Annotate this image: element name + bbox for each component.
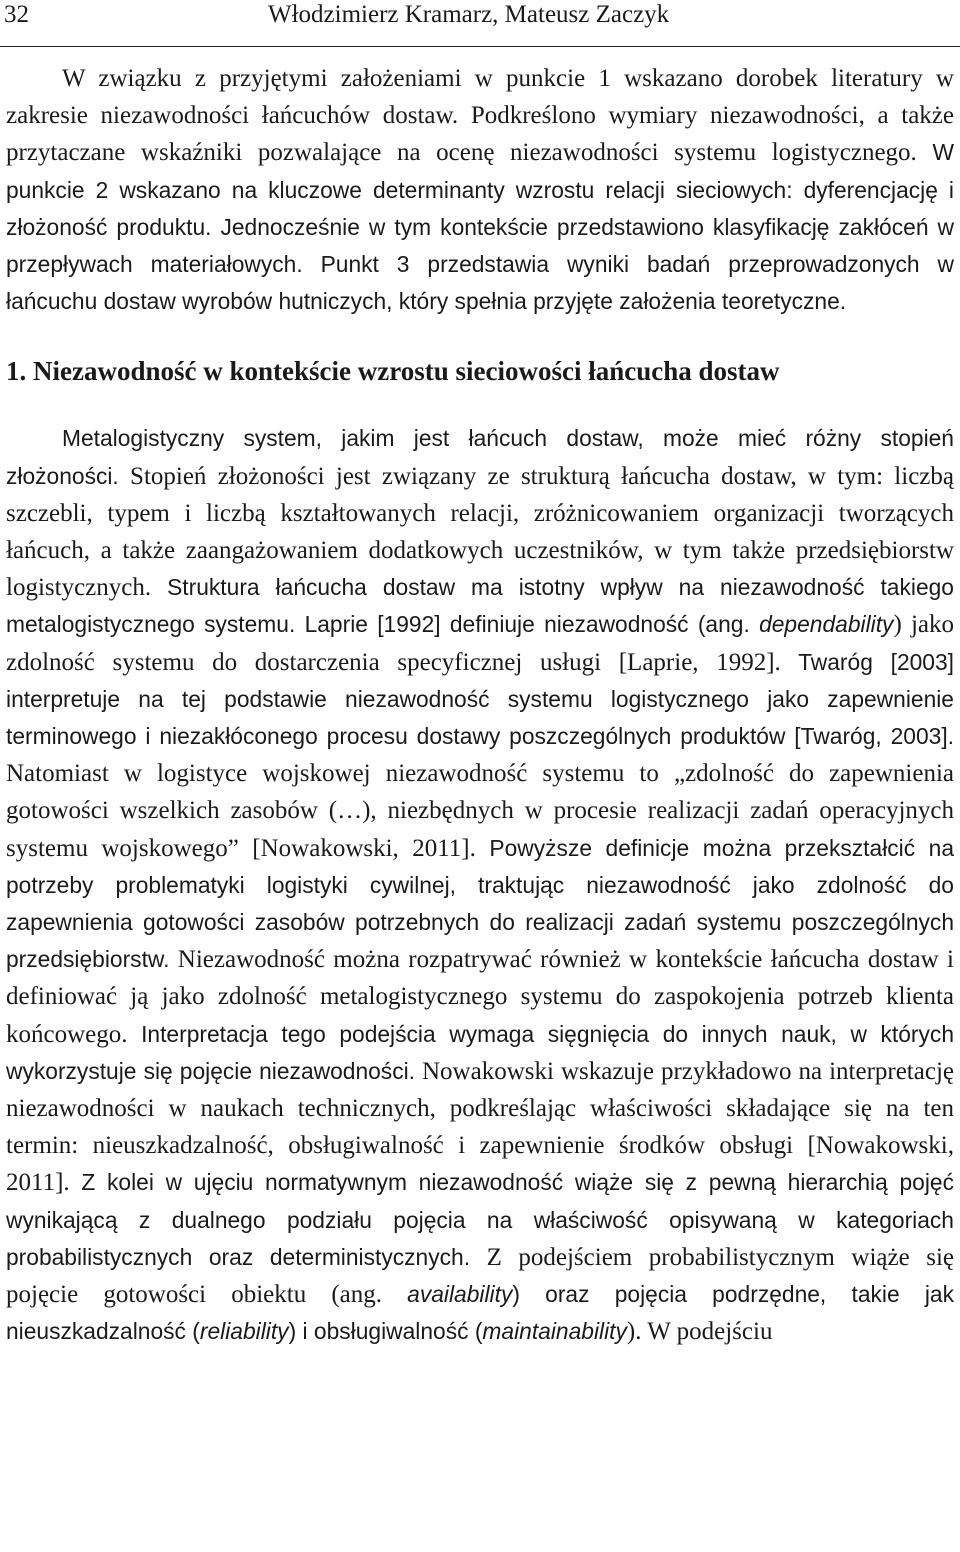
body-sentence: Powyższe definicje można przekształcić na potrzeby problematyki logistyki cywilnej, traktując niezawodność jako zdolność do zapewnienia gotowości zasobów potrzebnych do realizacji zadań systemu poszczególnych przedsiębiorstw. bbox=[6, 834, 954, 973]
intro-sentence: W związku z przyjętymi założeniami w punkcie 1 wskazano dorobek literatury w zakresie niezawodności łańcuchów dostaw. Podkreślono wymiary niezawodności, a także przytaczane wskaźniki pozwalające na ocenę niezawodności systemu logistycznego. bbox=[6, 65, 954, 167]
body-sentence: ) i obsługiwalność ( bbox=[288, 1318, 483, 1345]
body-sentence: Z kolei w ujęciu normatywnym niezawodność wiąże się z pewną hierarchią pojęć wynikającą z dualnego podziału pojęcia na właściwość opisywaną w kategoriach probabilistycznych oraz deterministycznych. bbox=[6, 1169, 954, 1270]
body-sentence: Twaróg [2003] interpretuje na tej podstawie niezawodność systemu logistycznego jako zapewnienie terminowego i niezakłóconego procesu dostawy poszczególnych produktów [Twaróg, 2003]. bbox=[6, 648, 954, 750]
body-paragraph bbox=[6, 420, 954, 1350]
section-heading: 1. Niezawodność w kontekście wzrostu sieciowości łańcucha dostaw bbox=[6, 356, 780, 387]
page-number: 32 bbox=[4, 1, 29, 28]
body-sentence: Natomiast w logistyce wojskowej niezawodność systemu to „zdolność do zapewnienia gotowości wszelkich zasobów (…), niezbędnych w procesie realizacji zadań operacyjnych systemu wojskowego” [Nowakowski, 2011]. bbox=[6, 760, 954, 862]
body-sentence: ) jako zdolność systemu do dostarczenia specyficznej usługi [Laprie, 1992]. bbox=[6, 611, 954, 676]
term-dependability: dependability bbox=[759, 611, 894, 638]
body-sentence: Nowakowski wskazuje przykładowo na interpretację niezawodności w naukach technicznych, podkreślając właściwości składające się na ten termin: nieuszkadzalność, obsługiwalność i zapewnienie środków obsługi [Nowakowski, 2011]. bbox=[6, 1057, 954, 1197]
term-reliability: reliability bbox=[199, 1318, 289, 1345]
intro-paragraph bbox=[6, 60, 954, 320]
body-sentence: Stopień złożoności jest związany ze strukturą łańcucha dostaw, w tym: liczbą szczebli, typem i liczbą kształtowanych relacji, zróżnicowaniem organizacji tworzących łańcuch, a także zaangażowaniem dodatkowych uczestników, w tym także przedsiębiorstw logistycznych. bbox=[6, 462, 954, 602]
body-sentence: ). W podejściu bbox=[626, 1318, 773, 1346]
running-head: Włodzimierz Kramarz, Mateusz Zaczyk bbox=[268, 1, 670, 28]
body-sentence: Interpretacja tego podejścia wymaga sięgnięcia do innych nauk, w których wykorzystuje się pojęcie niezawodności. bbox=[6, 1020, 954, 1084]
page-content bbox=[6, 60, 954, 1351]
body-sentence: ) oraz pojęcia podrzędne, takie jak nieuszkadzalność ( bbox=[6, 1281, 954, 1345]
body-sentence: Niezawodność można rozpatrywać również w kontekście łańcucha dostaw i definiować ją jako zdolność metalogistycznego systemu do zaspokojenia potrzeb klienta końcowego. bbox=[6, 946, 954, 1048]
intro-sentence: W punkcie 2 wskazano na kluczowe determinanty wzrostu relacji sieciowych: dyferencjację i złożoność produktu. Jednocześnie w tym kontekście przedstawiono klasyfikację zakłóceń w przepływach materiałowych. Punkt 3 przedstawia wyniki badań przeprowadzonych w łańcuchu dostaw wyrobów hutniczych, który spełnia przyjęte założenia teoretyczne. bbox=[6, 139, 954, 315]
body-sentence: Z podejściem probabilistycznym wiąże się pojęcie gotowości obiektu (ang. bbox=[6, 1243, 954, 1309]
page-header bbox=[0, 0, 960, 47]
term-maintainability: maintainability bbox=[482, 1318, 627, 1345]
body-sentence: Struktura łańcucha dostaw ma istotny wpływ na niezawodność takiego metalogistycznego systemu. Laprie [1992] definiuje niezawodność (ang. bbox=[6, 574, 954, 638]
body-sentence: Metalogistyczny system, jakim jest łańcuch dostaw, może mieć różny stopień złożoności. bbox=[6, 425, 954, 489]
term-availability: availability bbox=[407, 1281, 513, 1308]
